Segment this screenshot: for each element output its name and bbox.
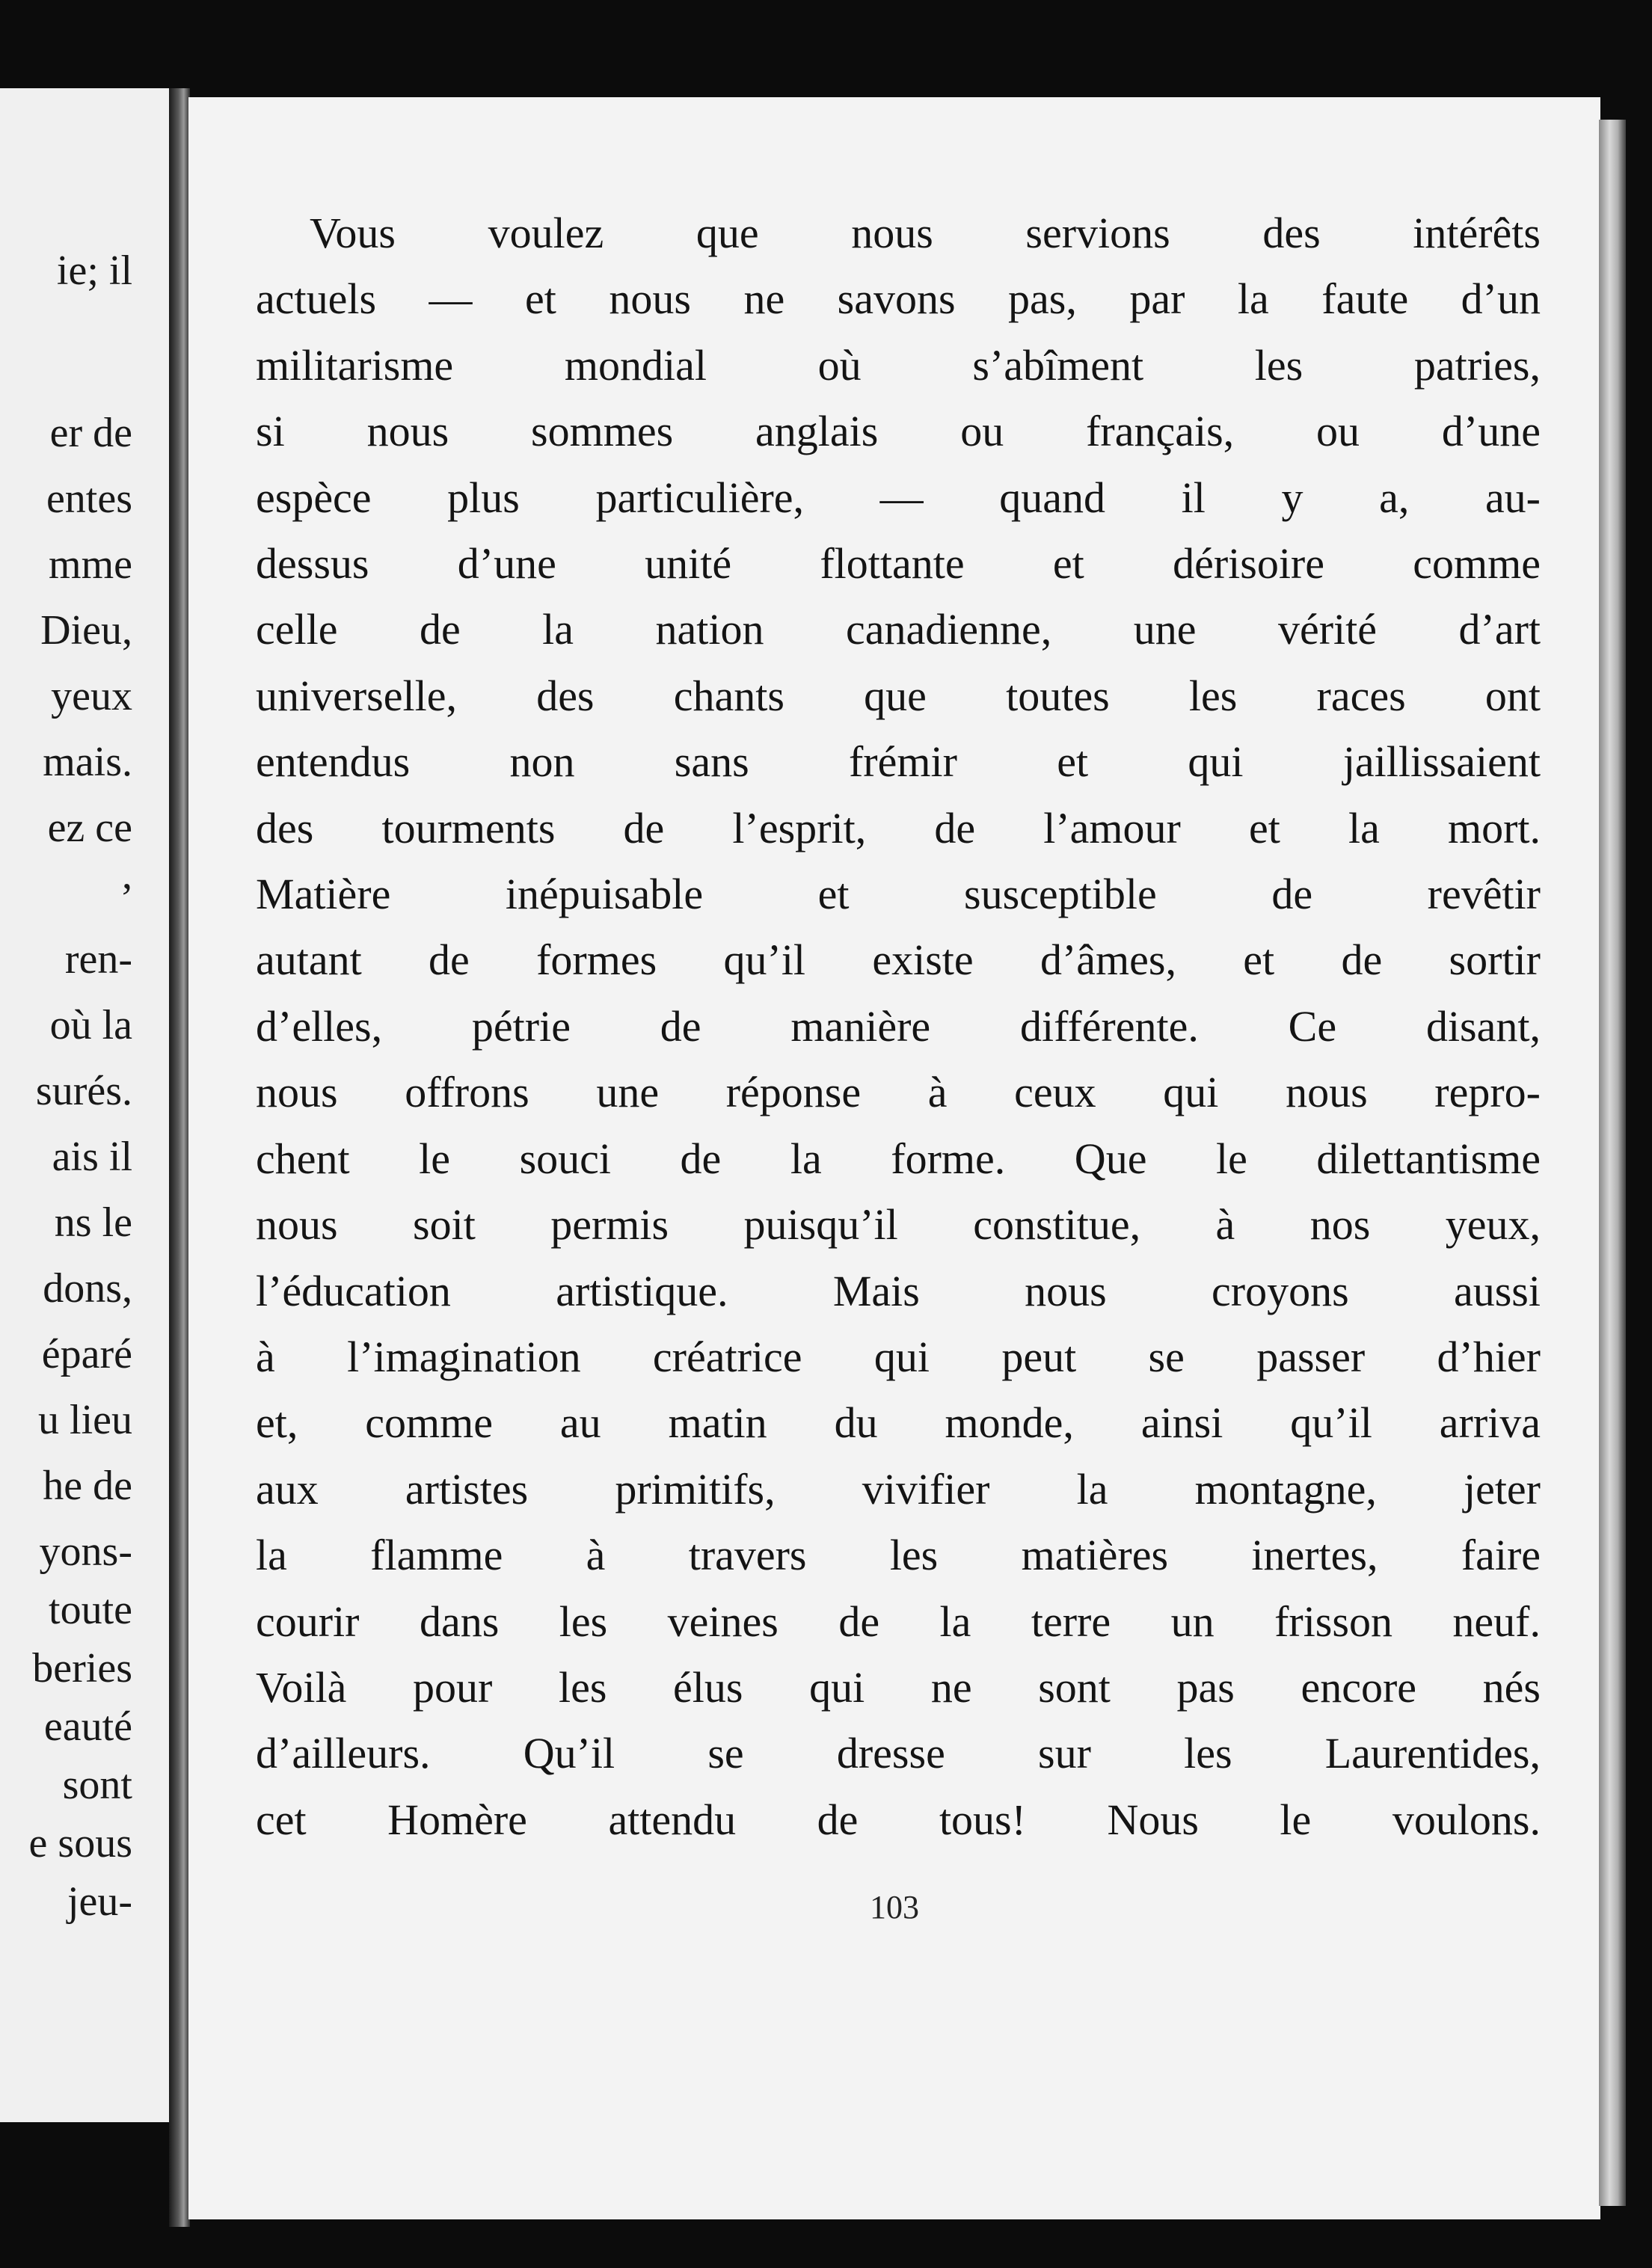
left-page-line: mme xyxy=(49,541,132,588)
text-line: militarisme mondial où s’abîment les patries, xyxy=(256,340,1541,390)
left-page-line: eauté xyxy=(43,1703,132,1750)
left-page-line: , xyxy=(122,852,132,898)
text-line: cet Homère attendu de tous! Nous le voulons. xyxy=(256,1795,1541,1844)
text-line: universelle, des chants que toutes les races ont xyxy=(256,671,1541,720)
left-page-line: dons, xyxy=(43,1265,132,1312)
text-line: nous soit permis puisqu’il constitue, à nos yeux, xyxy=(256,1200,1541,1250)
left-page-line: Dieu, xyxy=(40,607,132,654)
left-page-line: ais il xyxy=(52,1134,132,1180)
left-page-line: ren- xyxy=(64,936,132,983)
left-page xyxy=(0,88,174,2122)
left-page-line: éparé xyxy=(41,1331,132,1377)
page-number: 103 xyxy=(870,1889,919,1926)
left-page-line: he de xyxy=(43,1463,132,1509)
page-edge xyxy=(1599,120,1626,2206)
left-page-line: ns le xyxy=(54,1199,132,1246)
text-line: si nous sommes anglais ou français, ou d’une xyxy=(256,407,1541,456)
text-line: dessus d’une unité flottante et dérisoire comme xyxy=(256,539,1541,588)
text-line: Vous voulez que nous servions des intérêts xyxy=(310,209,1541,257)
text-line: nous offrons une réponse à ceux qui nous repro- xyxy=(256,1068,1541,1117)
text-line: d’ailleurs. Qu’il se dresse sur les Laurentides, xyxy=(256,1729,1541,1778)
book-gutter xyxy=(169,88,190,2227)
left-page-line: er de xyxy=(49,410,132,456)
text-line: Voilà pour les élus qui ne sont pas encore nés xyxy=(256,1662,1541,1712)
left-page-line: surés. xyxy=(35,1068,132,1114)
text-line: la flamme à travers les matières inertes, faire xyxy=(256,1531,1541,1580)
text-line: l’éducation artistique. Mais nous croyons aussi xyxy=(256,1266,1541,1315)
text-line: actuels — et nous ne savons pas, par la faute d’un xyxy=(256,274,1541,324)
left-page-line: yons- xyxy=(39,1528,132,1575)
text-line: d’elles, pétrie de manière différente. Ce disant, xyxy=(256,1001,1541,1051)
body-text xyxy=(256,200,1541,1853)
text-line: des tourments de l’esprit, de l’amour et la mort. xyxy=(256,803,1541,852)
left-page-line: u lieu xyxy=(38,1397,132,1443)
left-page-line: toute xyxy=(49,1587,132,1633)
left-page-line: mais. xyxy=(43,739,132,785)
text-line: à l’imagination créatrice qui peut se passer d’hier xyxy=(256,1332,1541,1381)
text-line: courir dans les veines de la terre un frisson neuf. xyxy=(256,1596,1541,1646)
left-page-line: jeu- xyxy=(67,1878,132,1925)
text-line: autant de formes qu’il existe d’âmes, et de sortir xyxy=(256,935,1541,985)
right-page xyxy=(188,97,1600,2219)
text-line: et, comme au matin du monde, ainsi qu’il arriva xyxy=(256,1398,1541,1448)
left-page-line: où la xyxy=(49,1002,132,1048)
left-page-line: e sous xyxy=(28,1820,132,1866)
text-line: celle de la nation canadienne, une vérité d’art xyxy=(256,605,1541,654)
left-page-line: ez ce xyxy=(47,805,132,851)
text-line: espèce plus particulière, — quand il y a, au- xyxy=(256,473,1541,522)
text-line: Matière inépuisable et susceptible de revêtir xyxy=(256,870,1541,919)
left-page-line: yeux xyxy=(51,673,132,719)
text-line: chent le souci de la forme. Que le dilettantisme xyxy=(256,1134,1541,1183)
left-page-line: sont xyxy=(62,1762,132,1808)
text-line: entendus non sans frémir et qui jaillissaient xyxy=(256,737,1541,787)
left-page-line: ie; il xyxy=(56,248,132,294)
left-page-line: beries xyxy=(32,1645,132,1691)
left-page-line: entes xyxy=(46,476,132,522)
text-line: aux artistes primitifs, vivifier la montagne, jeter xyxy=(256,1464,1541,1513)
